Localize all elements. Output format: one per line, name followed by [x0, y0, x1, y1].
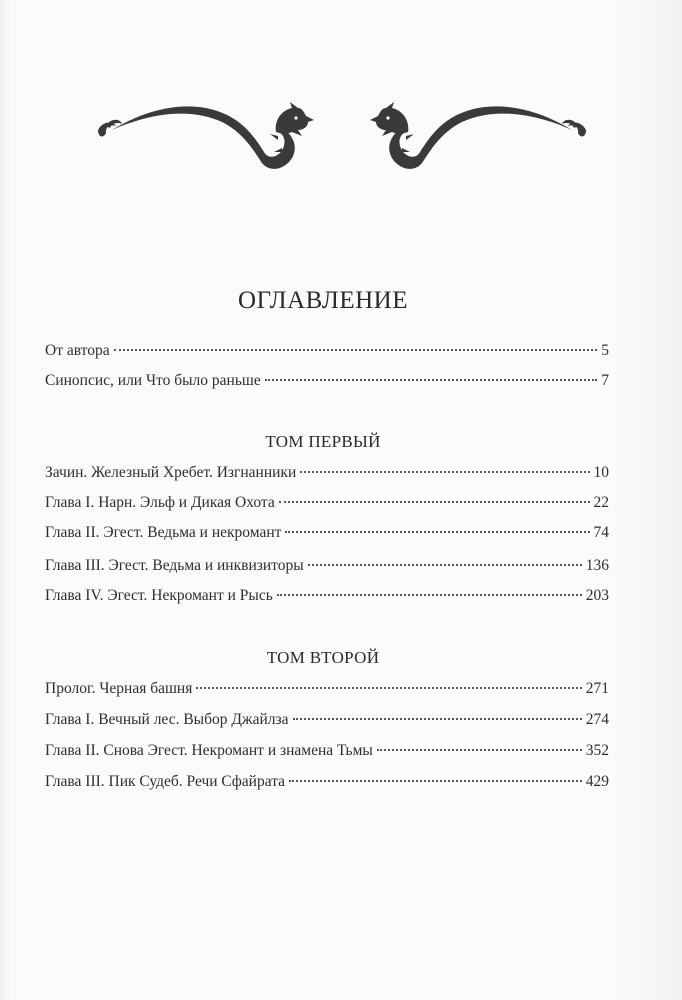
toc-entry: [45, 462, 609, 484]
toc-entry: [45, 370, 609, 392]
toc-entry: [45, 522, 609, 544]
toc-entry-page: 5: [601, 342, 609, 359]
toc-entry: [45, 678, 609, 700]
toc-entry-page: 352: [585, 742, 609, 759]
toc-entry-label: Зачин. Железный Хребет. Изгнанники: [45, 464, 297, 481]
toc-entry-page: 429: [585, 773, 609, 790]
dot-leader: [293, 718, 582, 720]
toc-entry-page: 203: [585, 587, 609, 604]
dot-leader: [265, 379, 598, 381]
toc-entry-page: 271: [585, 680, 609, 697]
toc-entry: [45, 771, 609, 793]
toc-entry-label: Глава IV. Эгест. Некромант и Рысь: [45, 587, 273, 604]
toc-entry-label: Синопсис, или Что было раньше: [45, 372, 261, 389]
dot-leader: [114, 349, 598, 351]
volume-heading: ТОМ ВТОРОЙ: [266, 648, 380, 667]
twin-dragons-icon: [92, 100, 592, 180]
toc-entry-label: Глава III. Эгест. Ведьма и инквизиторы: [45, 557, 304, 574]
dot-leader: [277, 594, 582, 596]
toc-entry: [45, 709, 609, 731]
dot-leader: [308, 564, 582, 566]
dot-leader: [196, 687, 581, 689]
toc-entry-page: 10: [593, 464, 609, 481]
toc-entry-page: 7: [601, 372, 609, 389]
toc-entry-page: 136: [585, 557, 609, 574]
toc-entry-label: Глава III. Пик Судеб. Речи Сфайрата: [45, 773, 286, 790]
dot-leader: [300, 471, 589, 473]
toc-entry: [45, 585, 609, 607]
toc-entry-label: Глава I. Вечный лес. Выбор Джайлза: [45, 711, 289, 728]
toc-entry: [45, 740, 609, 762]
toc-entry-page: 274: [585, 711, 609, 728]
dot-leader: [289, 780, 582, 782]
dot-leader: [285, 531, 589, 533]
toc-entry-label: Глава I. Нарн. Эльф и Дикая Охота: [45, 494, 275, 511]
toc-entry-page: 74: [593, 524, 609, 541]
toc-entry: [45, 492, 609, 514]
toc-entry: [45, 340, 609, 362]
page-title: ОГЛАВЛЕНИЕ: [238, 287, 408, 314]
page-shadow-left: [0, 0, 12, 1000]
page-shadow-right: [612, 0, 682, 1000]
toc-entry-page: 22: [593, 494, 609, 511]
volume-heading: ТОМ ПЕРВЫЙ: [265, 432, 381, 451]
toc-entry-label: От автора: [45, 342, 110, 359]
toc-entry-label: Глава II. Снова Эгест. Некромант и знамена Тьмы: [45, 742, 373, 759]
toc-entry-label: Пролог. Черная башня: [45, 680, 193, 697]
dot-leader: [377, 749, 582, 751]
toc-entry-label: Глава II. Эгест. Ведьма и некромант: [45, 524, 282, 541]
toc-entry: [45, 555, 609, 577]
dot-leader: [279, 501, 590, 503]
